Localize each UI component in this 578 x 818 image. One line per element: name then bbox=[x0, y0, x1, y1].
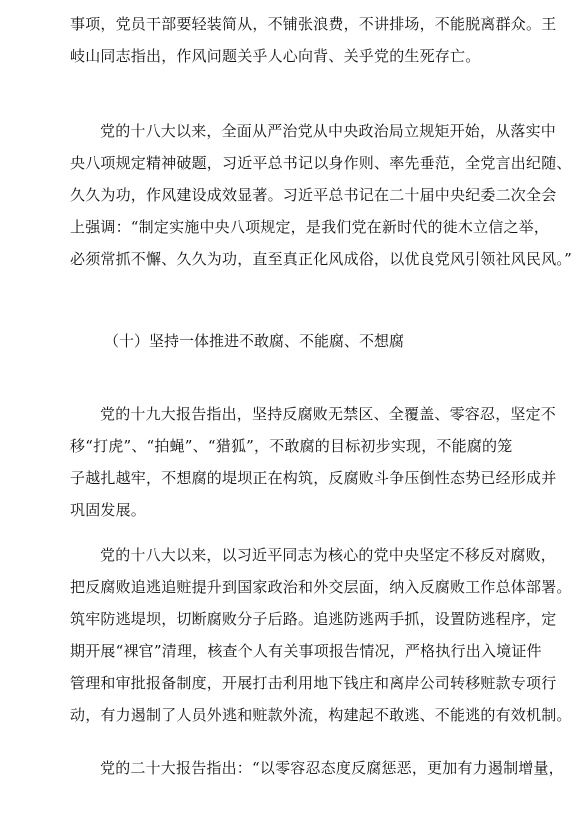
text-line: 巩固发展。 bbox=[70, 501, 147, 519]
text-line: 必须常抓不懈、久久为功，直至真正化风成俗，以优良党风引领社风民风。” bbox=[70, 250, 572, 268]
text-line: 事项，党员干部要轻装简从，不铺张浪费，不讲排场，不能脱离群众。王 bbox=[70, 15, 557, 33]
text-line: 上强调：“制定实施中央八项规定，是我们党在新时代的徙木立信之举， bbox=[70, 218, 550, 236]
text-line: 期开展“裸官”清理，核查个人有关事项报告情况，严格执行出入境证件 bbox=[70, 642, 542, 660]
paragraph-3 bbox=[70, 398, 557, 526]
paragraph-1 bbox=[70, 8, 557, 72]
paragraph-2 bbox=[70, 115, 572, 275]
section-heading: （十）坚持一体推进不敢腐、不能腐、不想腐 bbox=[104, 332, 405, 350]
text-line: 党的十八大以来，以习近平同志为核心的党中央坚定不移反对腐败， bbox=[100, 546, 557, 564]
paragraph-4 bbox=[70, 539, 572, 731]
text-line: 久久为功，作风建设成效显著。习近平总书记在二十届中央纪委二次全会 bbox=[70, 186, 557, 204]
text-line: 岐山同志指出，作风问题关乎人心向背、关乎党的生死存亡。 bbox=[70, 47, 481, 65]
paragraph-5 bbox=[70, 752, 564, 784]
text-line: 党的十八大以来，全面从严治党从中央政治局立规矩开始，从落实中 bbox=[100, 122, 557, 140]
text-line: 党的十九大报告指出，坚持反腐败无禁区、全覆盖、零容忍，坚定不 bbox=[100, 405, 557, 423]
text-line: 子越扎越牢，不想腐的堤坝正在构筑，反腐败斗争压倒性态势已经形成并 bbox=[70, 469, 557, 487]
text-line: 动，有力遏制了人员外逃和赃款外流，构建起不敢逃、不能逃的有效机制。 bbox=[70, 706, 572, 724]
text-line: 移“打虎”、“拍蝇”、“猎狐”，不敢腐的目标初步实现，不能腐的笼 bbox=[70, 437, 513, 455]
text-line: 把反腐败追逃追赃提升到国家政治和外交层面，纳入反腐败工作总体部署。 bbox=[70, 578, 572, 596]
text-line: 党的二十大报告指出：“以零容忍态度反腐惩恶，更加有力遏制增量， bbox=[100, 759, 564, 777]
text-line: 筑牢防逃堤坝，切断腐败分子后路。追逃防逃两手抓，设置防逃程序，定 bbox=[70, 610, 557, 628]
text-line: 管理和审批报备制度，开展打击利用地下钱庄和离岸公司转移赃款专项行 bbox=[70, 674, 557, 692]
text-line: 央八项规定精神破题，习近平总书记以身作则、率先垂范，全党言出纪随、 bbox=[70, 154, 572, 172]
